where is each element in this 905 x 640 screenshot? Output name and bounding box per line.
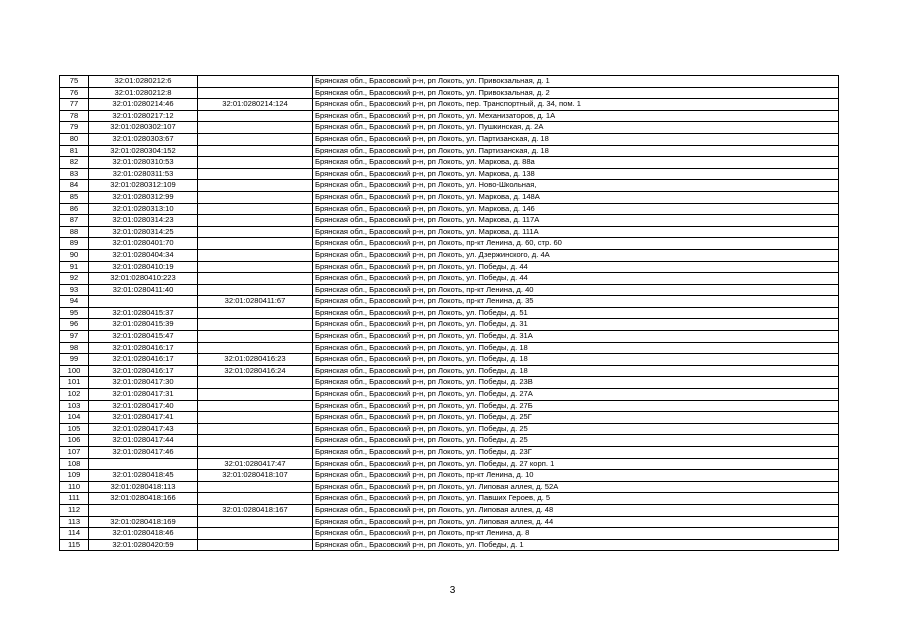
address-cell: Брянская обл., Брасовский р-н, рп Локоть, пр-кт Ленина, д. 35: [313, 296, 839, 308]
table-row: [60, 296, 839, 308]
linked-cadastral-number-cell: [198, 76, 313, 88]
cadastral-number-cell: 32:01:0280415:39: [89, 319, 198, 331]
row-number-cell: 102: [60, 389, 89, 401]
address-cell: Брянская обл., Брасовский р-н, рп Локоть, ул. Победы, д. 44: [313, 273, 839, 285]
row-number-cell: 114: [60, 528, 89, 540]
row-number-cell: 105: [60, 423, 89, 435]
row-number-cell: 96: [60, 319, 89, 331]
cadastral-number-cell: 32:01:0280217:12: [89, 110, 198, 122]
address-cell: Брянская обл., Брасовский р-н, рп Локоть, ул. Победы, д. 27Б: [313, 400, 839, 412]
table-row: [60, 191, 839, 203]
linked-cadastral-number-cell: [198, 133, 313, 145]
linked-cadastral-number-cell: [198, 493, 313, 505]
table-row: [60, 365, 839, 377]
address-cell: Брянская обл., Брасовский р-н, рп Локоть, пер. Транспортный, д. 34, пом. 1: [313, 99, 839, 111]
table-row: [60, 307, 839, 319]
row-number-cell: 107: [60, 447, 89, 459]
cadastral-number-cell: 32:01:0280417:46: [89, 447, 198, 459]
linked-cadastral-number-cell: [198, 122, 313, 134]
address-cell: Брянская обл., Брасовский р-н, рп Локоть, ул. Победы, д. 31: [313, 319, 839, 331]
page-number: 3: [449, 585, 456, 596]
linked-cadastral-number-cell: [198, 180, 313, 192]
row-number-cell: 76: [60, 87, 89, 99]
linked-cadastral-number-cell: [198, 389, 313, 401]
table-row: [60, 447, 839, 459]
row-number-cell: 87: [60, 215, 89, 227]
cadastral-number-cell: 32:01:0280411:40: [89, 284, 198, 296]
row-number-cell: 95: [60, 307, 89, 319]
table-row: [60, 493, 839, 505]
address-cell: Брянская обл., Брасовский р-н, рп Локоть, ул. Победы, д. 25: [313, 423, 839, 435]
table-row: [60, 516, 839, 528]
address-cell: Брянская обл., Брасовский р-н, рп Локоть, ул. Привокзальная, д. 2: [313, 87, 839, 99]
address-cell: Брянская обл., Брасовский р-н, рп Локоть, ул. Победы, д. 23В: [313, 377, 839, 389]
address-cell: Брянская обл., Брасовский р-н, рп Локоть, ул. Победы, д. 18: [313, 342, 839, 354]
cadastral-number-cell: 32:01:0280314:23: [89, 215, 198, 227]
table-row: [60, 168, 839, 180]
cadastral-number-cell: 32:01:0280418:169: [89, 516, 198, 528]
cadastral-number-cell: 32:01:0280417:30: [89, 377, 198, 389]
row-number-cell: 79: [60, 122, 89, 134]
row-number-cell: 80: [60, 133, 89, 145]
row-number-cell: 103: [60, 400, 89, 412]
cadastral-number-cell: 32:01:0280312:99: [89, 191, 198, 203]
table-row: [60, 249, 839, 261]
row-number-cell: 89: [60, 238, 89, 250]
cadastral-number-cell: 32:01:0280212:8: [89, 87, 198, 99]
table-row: [60, 203, 839, 215]
linked-cadastral-number-cell: [198, 284, 313, 296]
linked-cadastral-number-cell: 32:01:0280214:124: [198, 99, 313, 111]
cadastral-number-cell: 32:01:0280410:19: [89, 261, 198, 273]
address-cell: Брянская обл., Брасовский р-н, рп Локоть, ул. Липовая аллея, д. 52А: [313, 481, 839, 493]
cadastral-number-cell: 32:01:0280418:46: [89, 528, 198, 540]
cadastral-number-cell: 32:01:0280214:46: [89, 99, 198, 111]
cadastral-number-cell: 32:01:0280415:47: [89, 331, 198, 343]
cadastral-number-cell: [89, 504, 198, 516]
table-row: [60, 157, 839, 169]
table-row: [60, 435, 839, 447]
linked-cadastral-number-cell: [198, 145, 313, 157]
linked-cadastral-number-cell: [198, 191, 313, 203]
table-row: [60, 99, 839, 111]
table-row: [60, 122, 839, 134]
linked-cadastral-number-cell: [198, 528, 313, 540]
linked-cadastral-number-cell: [198, 331, 313, 343]
row-number-cell: 85: [60, 191, 89, 203]
row-number-cell: 86: [60, 203, 89, 215]
table-row: [60, 400, 839, 412]
cadastral-number-cell: 32:01:0280212:6: [89, 76, 198, 88]
table-row: [60, 412, 839, 424]
cadastral-number-cell: 32:01:0280404:34: [89, 249, 198, 261]
table-row: [60, 342, 839, 354]
linked-cadastral-number-cell: [198, 400, 313, 412]
address-cell: Брянская обл., Брасовский р-н, рп Локоть, ул. Липовая аллея, д. 48: [313, 504, 839, 516]
table-row: [60, 528, 839, 540]
cadastral-number-cell: 32:01:0280417:41: [89, 412, 198, 424]
row-number-cell: 98: [60, 342, 89, 354]
linked-cadastral-number-cell: 32:01:0280418:167: [198, 504, 313, 516]
linked-cadastral-number-cell: 32:01:0280417:47: [198, 458, 313, 470]
table-row: [60, 238, 839, 250]
linked-cadastral-number-cell: 32:01:0280416:23: [198, 354, 313, 366]
cadastral-number-cell: [89, 296, 198, 308]
address-cell: Брянская обл., Брасовский р-н, рп Локоть, ул. Победы, д. 44: [313, 261, 839, 273]
table-row: [60, 377, 839, 389]
row-number-cell: 110: [60, 481, 89, 493]
address-cell: Брянская обл., Брасовский р-н, рп Локоть, ул. Маркова, д. 111А: [313, 226, 839, 238]
address-cell: Брянская обл., Брасовский р-н, рп Локоть, пр-кт Ленина, д. 10: [313, 470, 839, 482]
address-cell: Брянская обл., Брасовский р-н, рп Локоть, ул. Победы, д. 27 корп. 1: [313, 458, 839, 470]
row-number-cell: 91: [60, 261, 89, 273]
cadastral-table: [59, 75, 839, 551]
linked-cadastral-number-cell: [198, 319, 313, 331]
table-row: [60, 273, 839, 285]
table-row: [60, 470, 839, 482]
row-number-cell: 82: [60, 157, 89, 169]
row-number-cell: 78: [60, 110, 89, 122]
row-number-cell: 88: [60, 226, 89, 238]
table-row: [60, 215, 839, 227]
address-cell: Брянская обл., Брасовский р-н, рп Локоть, пр-кт Ленина, д. 60, стр. 60: [313, 238, 839, 250]
table-row: [60, 389, 839, 401]
cadastral-number-cell: 32:01:0280304:152: [89, 145, 198, 157]
cadastral-number-cell: 32:01:0280311:53: [89, 168, 198, 180]
table-row: [60, 423, 839, 435]
table-row: [60, 76, 839, 88]
cadastral-number-cell: 32:01:0280417:44: [89, 435, 198, 447]
cadastral-number-cell: 32:01:0280416:17: [89, 342, 198, 354]
cadastral-number-cell: 32:01:0280417:31: [89, 389, 198, 401]
row-number-cell: 115: [60, 539, 89, 551]
row-number-cell: 92: [60, 273, 89, 285]
row-number-cell: 84: [60, 180, 89, 192]
cadastral-number-cell: 32:01:0280410:223: [89, 273, 198, 285]
row-number-cell: 108: [60, 458, 89, 470]
address-cell: Брянская обл., Брасовский р-н, рп Локоть, ул. Победы, д. 27А: [313, 389, 839, 401]
table-row: [60, 319, 839, 331]
row-number-cell: 97: [60, 331, 89, 343]
linked-cadastral-number-cell: [198, 249, 313, 261]
cadastral-number-cell: 32:01:0280418:45: [89, 470, 198, 482]
address-cell: Брянская обл., Брасовский р-н, рп Локоть, ул. Маркова, д. 138: [313, 168, 839, 180]
table-row: [60, 226, 839, 238]
address-cell: Брянская обл., Брасовский р-н, рп Локоть, ул. Ново-Школьная,: [313, 180, 839, 192]
linked-cadastral-number-cell: [198, 168, 313, 180]
cadastral-number-cell: 32:01:0280401:70: [89, 238, 198, 250]
row-number-cell: 101: [60, 377, 89, 389]
linked-cadastral-number-cell: [198, 110, 313, 122]
row-number-cell: 77: [60, 99, 89, 111]
linked-cadastral-number-cell: [198, 516, 313, 528]
linked-cadastral-number-cell: [198, 261, 313, 273]
row-number-cell: 93: [60, 284, 89, 296]
linked-cadastral-number-cell: [198, 435, 313, 447]
linked-cadastral-number-cell: [198, 539, 313, 551]
address-cell: Брянская обл., Брасовский р-н, рп Локоть, ул. Победы, д. 23Г: [313, 447, 839, 459]
address-cell: Брянская обл., Брасовский р-н, рп Локоть, ул. Победы, д. 31А: [313, 331, 839, 343]
row-number-cell: 90: [60, 249, 89, 261]
linked-cadastral-number-cell: [198, 238, 313, 250]
linked-cadastral-number-cell: [198, 307, 313, 319]
cadastral-number-cell: 32:01:0280310:53: [89, 157, 198, 169]
address-cell: Брянская обл., Брасовский р-н, рп Локоть, ул. Павших Героев, д. 5: [313, 493, 839, 505]
address-cell: Брянская обл., Брасовский р-н, рп Локоть, ул. Пушкинская, д. 2А: [313, 122, 839, 134]
address-cell: Брянская обл., Брасовский р-н, рп Локоть, ул. Партизанская, д. 18: [313, 133, 839, 145]
linked-cadastral-number-cell: [198, 226, 313, 238]
cadastral-number-cell: 32:01:0280415:37: [89, 307, 198, 319]
linked-cadastral-number-cell: [198, 447, 313, 459]
linked-cadastral-number-cell: [198, 87, 313, 99]
cadastral-number-cell: 32:01:0280417:43: [89, 423, 198, 435]
row-number-cell: 75: [60, 76, 89, 88]
table-row: [60, 261, 839, 273]
linked-cadastral-number-cell: 32:01:0280416:24: [198, 365, 313, 377]
table-row: [60, 539, 839, 551]
table-row: [60, 133, 839, 145]
linked-cadastral-number-cell: [198, 157, 313, 169]
linked-cadastral-number-cell: [198, 412, 313, 424]
table-row: [60, 110, 839, 122]
linked-cadastral-number-cell: [198, 481, 313, 493]
row-number-cell: 104: [60, 412, 89, 424]
linked-cadastral-number-cell: [198, 342, 313, 354]
linked-cadastral-number-cell: [198, 423, 313, 435]
cadastral-number-cell: [89, 458, 198, 470]
linked-cadastral-number-cell: [198, 215, 313, 227]
address-cell: Брянская обл., Брасовский р-н, рп Локоть, ул. Победы, д. 25Г: [313, 412, 839, 424]
table-row: [60, 354, 839, 366]
cadastral-number-cell: 32:01:0280416:17: [89, 354, 198, 366]
table-row: [60, 145, 839, 157]
cadastral-table-body: [60, 76, 839, 551]
linked-cadastral-number-cell: [198, 377, 313, 389]
cadastral-number-cell: 32:01:0280417:40: [89, 400, 198, 412]
cadastral-number-cell: 32:01:0280313:10: [89, 203, 198, 215]
row-number-cell: 94: [60, 296, 89, 308]
row-number-cell: 113: [60, 516, 89, 528]
address-cell: Брянская обл., Брасовский р-н, рп Локоть, ул. Партизанская, д. 18: [313, 145, 839, 157]
address-cell: Брянская обл., Брасовский р-н, рп Локоть, ул. Маркова, д. 146: [313, 203, 839, 215]
address-cell: Брянская обл., Брасовский р-н, рп Локоть, ул. Победы, д. 51: [313, 307, 839, 319]
linked-cadastral-number-cell: 32:01:0280418:107: [198, 470, 313, 482]
cadastral-number-cell: 32:01:0280303:67: [89, 133, 198, 145]
row-number-cell: 99: [60, 354, 89, 366]
linked-cadastral-number-cell: 32:01:0280411:67: [198, 296, 313, 308]
row-number-cell: 112: [60, 504, 89, 516]
row-number-cell: 106: [60, 435, 89, 447]
table-row: [60, 87, 839, 99]
cadastral-number-cell: 32:01:0280302:107: [89, 122, 198, 134]
cadastral-number-cell: 32:01:0280416:17: [89, 365, 198, 377]
cadastral-number-cell: 32:01:0280312:109: [89, 180, 198, 192]
address-cell: Брянская обл., Брасовский р-н, рп Локоть, пр-кт Ленина, д. 8: [313, 528, 839, 540]
address-cell: Брянская обл., Брасовский р-н, рп Локоть, ул. Победы, д. 25: [313, 435, 839, 447]
linked-cadastral-number-cell: [198, 203, 313, 215]
address-cell: Брянская обл., Брасовский р-н, рп Локоть, ул. Маркова, д. 148А: [313, 191, 839, 203]
cadastral-number-cell: 32:01:0280314:25: [89, 226, 198, 238]
row-number-cell: 81: [60, 145, 89, 157]
row-number-cell: 83: [60, 168, 89, 180]
address-cell: Брянская обл., Брасовский р-н, рп Локоть, ул. Привокзальная, д. 1: [313, 76, 839, 88]
cadastral-number-cell: 32:01:0280418:166: [89, 493, 198, 505]
address-cell: Брянская обл., Брасовский р-н, рп Локоть, ул. Победы, д. 18: [313, 365, 839, 377]
row-number-cell: 111: [60, 493, 89, 505]
address-cell: Брянская обл., Брасовский р-н, рп Локоть, ул. Маркова, д. 117А: [313, 215, 839, 227]
address-cell: Брянская обл., Брасовский р-н, рп Локоть, пр-кт Ленина, д. 40: [313, 284, 839, 296]
row-number-cell: 100: [60, 365, 89, 377]
table-row: [60, 504, 839, 516]
address-cell: Брянская обл., Брасовский р-н, рп Локоть, ул. Липовая аллея, д. 44: [313, 516, 839, 528]
table-row: [60, 284, 839, 296]
address-cell: Брянская обл., Брасовский р-н, рп Локоть, ул. Маркова, д. 88а: [313, 157, 839, 169]
cadastral-number-cell: 32:01:0280420:59: [89, 539, 198, 551]
cadastral-number-cell: 32:01:0280418:113: [89, 481, 198, 493]
linked-cadastral-number-cell: [198, 273, 313, 285]
address-cell: Брянская обл., Брасовский р-н, рп Локоть, ул. Дзержинского, д. 4А: [313, 249, 839, 261]
row-number-cell: 109: [60, 470, 89, 482]
table-row: [60, 331, 839, 343]
address-cell: Брянская обл., Брасовский р-н, рп Локоть, ул. Победы, д. 1: [313, 539, 839, 551]
table-row: [60, 481, 839, 493]
address-cell: Брянская обл., Брасовский р-н, рп Локоть, ул. Механизаторов, д. 1А: [313, 110, 839, 122]
table-row: [60, 458, 839, 470]
table-row: [60, 180, 839, 192]
address-cell: Брянская обл., Брасовский р-н, рп Локоть, ул. Победы, д. 18: [313, 354, 839, 366]
